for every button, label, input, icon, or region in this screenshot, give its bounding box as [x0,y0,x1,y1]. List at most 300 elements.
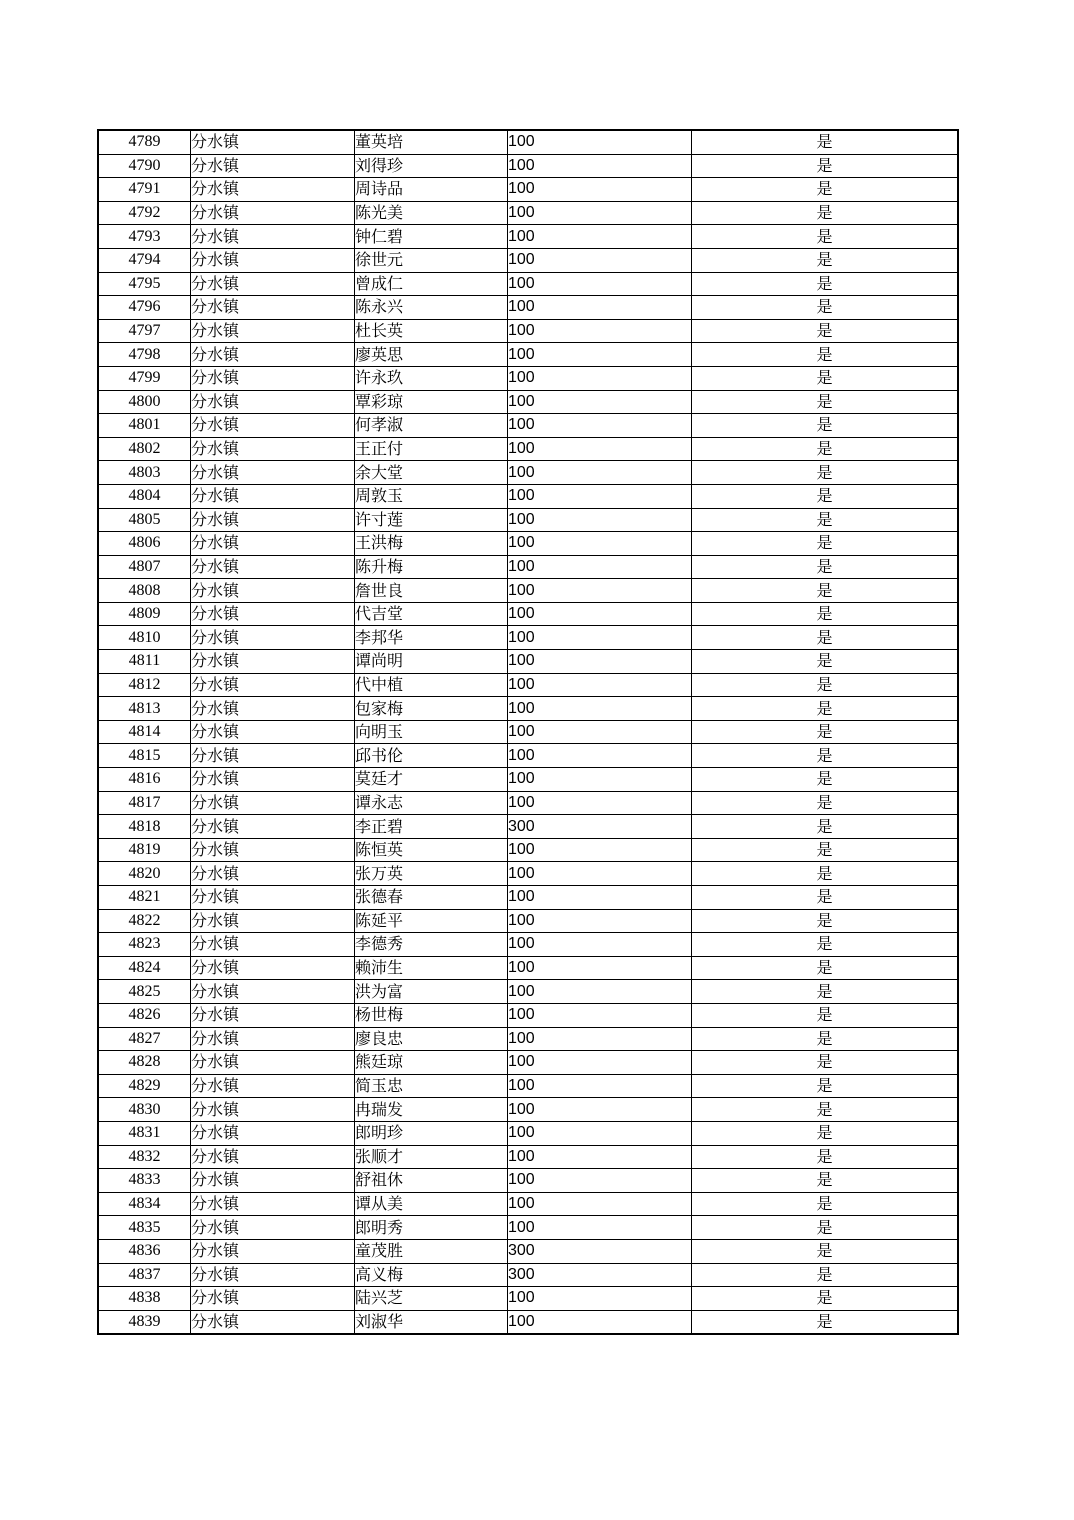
amount-cell: 100 [508,768,692,792]
status-cell: 是 [692,508,959,532]
person-name-cell: 赖沛生 [355,956,508,980]
row-number-cell: 4813 [98,697,191,721]
town-cell: 分水镇 [191,886,355,910]
status-cell: 是 [692,579,959,603]
amount-cell: 100 [508,650,692,674]
person-name-cell: 李邦华 [355,626,508,650]
person-name-cell: 包家梅 [355,697,508,721]
person-name-cell: 许永玖 [355,366,508,390]
person-name-cell: 邱书伦 [355,744,508,768]
status-cell: 是 [692,1003,959,1027]
row-number-cell: 4830 [98,1098,191,1122]
town-cell: 分水镇 [191,720,355,744]
amount-cell: 100 [508,673,692,697]
status-cell: 是 [692,697,959,721]
status-cell: 是 [692,319,959,343]
amount-cell: 100 [508,296,692,320]
amount-cell: 100 [508,555,692,579]
town-cell: 分水镇 [191,154,355,178]
table-row [98,697,958,721]
table-row [98,838,958,862]
row-number-cell: 4807 [98,555,191,579]
person-name-cell: 童茂胜 [355,1239,508,1263]
person-name-cell: 莫廷才 [355,768,508,792]
amount-cell: 100 [508,1121,692,1145]
town-cell: 分水镇 [191,1051,355,1075]
town-cell: 分水镇 [191,626,355,650]
status-cell: 是 [692,1192,959,1216]
table-row [98,1098,958,1122]
person-name-cell: 陈升梅 [355,555,508,579]
amount-cell: 100 [508,697,692,721]
table-row [98,1287,958,1311]
row-number-cell: 4809 [98,602,191,626]
amount-cell: 100 [508,437,692,461]
status-cell: 是 [692,201,959,225]
person-name-cell: 陈光美 [355,201,508,225]
row-number-cell: 4829 [98,1074,191,1098]
town-cell: 分水镇 [191,1145,355,1169]
amount-cell: 100 [508,225,692,249]
status-cell: 是 [692,838,959,862]
row-number-cell: 4819 [98,838,191,862]
row-number-cell: 4811 [98,650,191,674]
table-row [98,1239,958,1263]
town-cell: 分水镇 [191,815,355,839]
status-cell: 是 [692,484,959,508]
row-number-cell: 4798 [98,343,191,367]
status-cell: 是 [692,296,959,320]
table-row [98,673,958,697]
status-cell: 是 [692,390,959,414]
status-cell: 是 [692,744,959,768]
person-name-cell: 陆兴芝 [355,1287,508,1311]
town-cell: 分水镇 [191,862,355,886]
town-cell: 分水镇 [191,1098,355,1122]
person-name-cell: 廖良忠 [355,1027,508,1051]
row-number-cell: 4806 [98,532,191,556]
table-row [98,414,958,438]
amount-cell: 100 [508,508,692,532]
row-number-cell: 4837 [98,1263,191,1287]
row-number-cell: 4828 [98,1051,191,1075]
status-cell: 是 [692,1216,959,1240]
table-row [98,154,958,178]
table-row [98,1192,958,1216]
row-number-cell: 4791 [98,178,191,202]
town-cell: 分水镇 [191,791,355,815]
table-row [98,886,958,910]
status-cell: 是 [692,1287,959,1311]
amount-cell: 100 [508,909,692,933]
amount-cell: 100 [508,366,692,390]
town-cell: 分水镇 [191,1192,355,1216]
person-name-cell: 张顺才 [355,1145,508,1169]
town-cell: 分水镇 [191,414,355,438]
amount-cell: 100 [508,178,692,202]
amount-cell: 100 [508,1098,692,1122]
person-name-cell: 高义梅 [355,1263,508,1287]
status-cell: 是 [692,248,959,272]
table-row [98,484,958,508]
town-cell: 分水镇 [191,768,355,792]
amount-cell: 100 [508,319,692,343]
status-cell: 是 [692,130,959,154]
town-cell: 分水镇 [191,650,355,674]
status-cell: 是 [692,366,959,390]
row-number-cell: 4801 [98,414,191,438]
person-name-cell: 代中植 [355,673,508,697]
table-row [98,508,958,532]
row-number-cell: 4820 [98,862,191,886]
status-cell: 是 [692,673,959,697]
amount-cell: 100 [508,720,692,744]
table-row [98,1051,958,1075]
table-row [98,1216,958,1240]
amount-cell: 100 [508,1003,692,1027]
row-number-cell: 4803 [98,461,191,485]
status-cell: 是 [692,650,959,674]
person-name-cell: 廖英思 [355,343,508,367]
table-row [98,130,958,154]
town-cell: 分水镇 [191,1121,355,1145]
status-cell: 是 [692,768,959,792]
status-cell: 是 [692,461,959,485]
person-name-cell: 周诗品 [355,178,508,202]
person-name-cell: 冉瑞发 [355,1098,508,1122]
town-cell: 分水镇 [191,461,355,485]
row-number-cell: 4789 [98,130,191,154]
amount-cell: 100 [508,1027,692,1051]
amount-cell: 100 [508,1145,692,1169]
row-number-cell: 4839 [98,1310,191,1334]
table-row [98,201,958,225]
amount-cell: 100 [508,484,692,508]
row-number-cell: 4821 [98,886,191,910]
town-cell: 分水镇 [191,343,355,367]
town-cell: 分水镇 [191,390,355,414]
row-number-cell: 4833 [98,1169,191,1193]
person-name-cell: 李正碧 [355,815,508,839]
status-cell: 是 [692,862,959,886]
row-number-cell: 4838 [98,1287,191,1311]
town-cell: 分水镇 [191,178,355,202]
table-row [98,225,958,249]
town-cell: 分水镇 [191,933,355,957]
table-row [98,1169,958,1193]
amount-cell: 100 [508,1051,692,1075]
row-number-cell: 4799 [98,366,191,390]
row-number-cell: 4805 [98,508,191,532]
row-number-cell: 4825 [98,980,191,1004]
table-row [98,1145,958,1169]
person-name-cell: 代吉堂 [355,602,508,626]
table-row [98,720,958,744]
person-name-cell: 杨世梅 [355,1003,508,1027]
table-row [98,319,958,343]
amount-cell: 100 [508,154,692,178]
status-cell: 是 [692,272,959,296]
person-name-cell: 詹世良 [355,579,508,603]
table-row [98,555,958,579]
row-number-cell: 4835 [98,1216,191,1240]
town-cell: 分水镇 [191,838,355,862]
amount-cell: 100 [508,1074,692,1098]
person-name-cell: 曾成仁 [355,272,508,296]
amount-cell: 100 [508,1216,692,1240]
town-cell: 分水镇 [191,532,355,556]
status-cell: 是 [692,532,959,556]
town-cell: 分水镇 [191,697,355,721]
town-cell: 分水镇 [191,1003,355,1027]
status-cell: 是 [692,1263,959,1287]
amount-cell: 100 [508,933,692,957]
person-name-cell: 谭尚明 [355,650,508,674]
town-cell: 分水镇 [191,555,355,579]
town-cell: 分水镇 [191,579,355,603]
town-cell: 分水镇 [191,130,355,154]
town-cell: 分水镇 [191,1263,355,1287]
table-row [98,178,958,202]
town-cell: 分水镇 [191,1074,355,1098]
amount-cell: 100 [508,1169,692,1193]
town-cell: 分水镇 [191,201,355,225]
table-row [98,1027,958,1051]
person-name-cell: 陈延平 [355,909,508,933]
person-name-cell: 陈恒英 [355,838,508,862]
table-row [98,815,958,839]
table-row [98,579,958,603]
row-number-cell: 4834 [98,1192,191,1216]
town-cell: 分水镇 [191,1027,355,1051]
table-row [98,1310,958,1334]
amount-cell: 100 [508,390,692,414]
row-number-cell: 4816 [98,768,191,792]
person-name-cell: 张德春 [355,886,508,910]
person-name-cell: 许寸莲 [355,508,508,532]
amount-cell: 100 [508,1287,692,1311]
amount-cell: 300 [508,1263,692,1287]
table-row [98,1121,958,1145]
row-number-cell: 4832 [98,1145,191,1169]
person-name-cell: 王正付 [355,437,508,461]
row-number-cell: 4802 [98,437,191,461]
town-cell: 分水镇 [191,437,355,461]
status-cell: 是 [692,1027,959,1051]
person-name-cell: 谭永志 [355,791,508,815]
person-name-cell: 钟仁碧 [355,225,508,249]
table-row [98,602,958,626]
table-row [98,1074,958,1098]
amount-cell: 100 [508,791,692,815]
table-row [98,980,958,1004]
status-cell: 是 [692,1310,959,1334]
row-number-cell: 4822 [98,909,191,933]
amount-cell: 100 [508,744,692,768]
town-cell: 分水镇 [191,248,355,272]
table-row [98,366,958,390]
person-name-cell: 陈永兴 [355,296,508,320]
table-row [98,1263,958,1287]
amount-cell: 100 [508,343,692,367]
status-cell: 是 [692,1239,959,1263]
amount-cell: 100 [508,201,692,225]
person-name-cell: 杜长英 [355,319,508,343]
status-cell: 是 [692,555,959,579]
status-cell: 是 [692,980,959,1004]
town-cell: 分水镇 [191,980,355,1004]
status-cell: 是 [692,1169,959,1193]
table-row [98,296,958,320]
data-table [97,129,959,1335]
table-row [98,343,958,367]
person-name-cell: 余大堂 [355,461,508,485]
table-row [98,248,958,272]
town-cell: 分水镇 [191,508,355,532]
amount-cell: 100 [508,272,692,296]
amount-cell: 100 [508,838,692,862]
town-cell: 分水镇 [191,225,355,249]
status-cell: 是 [692,178,959,202]
row-number-cell: 4812 [98,673,191,697]
amount-cell: 300 [508,1239,692,1263]
table-row [98,768,958,792]
status-cell: 是 [692,1051,959,1075]
status-cell: 是 [692,437,959,461]
row-number-cell: 4795 [98,272,191,296]
town-cell: 分水镇 [191,956,355,980]
row-number-cell: 4836 [98,1239,191,1263]
town-cell: 分水镇 [191,602,355,626]
town-cell: 分水镇 [191,1216,355,1240]
town-cell: 分水镇 [191,1239,355,1263]
status-cell: 是 [692,933,959,957]
status-cell: 是 [692,1145,959,1169]
table-row [98,909,958,933]
amount-cell: 100 [508,1310,692,1334]
table-row [98,650,958,674]
amount-cell: 100 [508,602,692,626]
row-number-cell: 4815 [98,744,191,768]
status-cell: 是 [692,414,959,438]
status-cell: 是 [692,225,959,249]
amount-cell: 100 [508,248,692,272]
town-cell: 分水镇 [191,484,355,508]
person-name-cell: 郎明珍 [355,1121,508,1145]
row-number-cell: 4814 [98,720,191,744]
town-cell: 分水镇 [191,673,355,697]
status-cell: 是 [692,1074,959,1098]
person-name-cell: 谭从美 [355,1192,508,1216]
amount-cell: 100 [508,980,692,1004]
row-number-cell: 4796 [98,296,191,320]
row-number-cell: 4817 [98,791,191,815]
person-name-cell: 简玉忠 [355,1074,508,1098]
row-number-cell: 4793 [98,225,191,249]
person-name-cell: 何孝淑 [355,414,508,438]
person-name-cell: 周敦玉 [355,484,508,508]
amount-cell: 100 [508,414,692,438]
status-cell: 是 [692,343,959,367]
row-number-cell: 4831 [98,1121,191,1145]
town-cell: 分水镇 [191,1310,355,1334]
person-name-cell: 刘淑华 [355,1310,508,1334]
amount-cell: 100 [508,130,692,154]
row-number-cell: 4810 [98,626,191,650]
table-body [98,130,958,1334]
status-cell: 是 [692,1098,959,1122]
amount-cell: 100 [508,862,692,886]
town-cell: 分水镇 [191,744,355,768]
table-row [98,933,958,957]
amount-cell: 100 [508,532,692,556]
status-cell: 是 [692,154,959,178]
amount-cell: 100 [508,461,692,485]
town-cell: 分水镇 [191,909,355,933]
person-name-cell: 向明玉 [355,720,508,744]
town-cell: 分水镇 [191,1287,355,1311]
status-cell: 是 [692,1121,959,1145]
row-number-cell: 4808 [98,579,191,603]
table-row [98,272,958,296]
person-name-cell: 郎明秀 [355,1216,508,1240]
person-name-cell: 徐世元 [355,248,508,272]
town-cell: 分水镇 [191,319,355,343]
table-row [98,626,958,650]
row-number-cell: 4792 [98,201,191,225]
table-row [98,956,958,980]
amount-cell: 100 [508,579,692,603]
town-cell: 分水镇 [191,1169,355,1193]
status-cell: 是 [692,626,959,650]
person-name-cell: 董英培 [355,130,508,154]
person-name-cell: 覃彩琼 [355,390,508,414]
table-row [98,744,958,768]
table-row [98,390,958,414]
person-name-cell: 张万英 [355,862,508,886]
row-number-cell: 4797 [98,319,191,343]
amount-cell: 100 [508,626,692,650]
table-row [98,437,958,461]
row-number-cell: 4818 [98,815,191,839]
status-cell: 是 [692,956,959,980]
table-row [98,532,958,556]
amount-cell: 100 [508,956,692,980]
row-number-cell: 4827 [98,1027,191,1051]
town-cell: 分水镇 [191,272,355,296]
town-cell: 分水镇 [191,366,355,390]
table-row [98,461,958,485]
row-number-cell: 4823 [98,933,191,957]
person-name-cell: 舒祖休 [355,1169,508,1193]
row-number-cell: 4800 [98,390,191,414]
status-cell: 是 [692,909,959,933]
row-number-cell: 4794 [98,248,191,272]
status-cell: 是 [692,720,959,744]
table-row [98,862,958,886]
person-name-cell: 熊廷琼 [355,1051,508,1075]
amount-cell: 300 [508,815,692,839]
status-cell: 是 [692,791,959,815]
person-name-cell: 刘得珍 [355,154,508,178]
status-cell: 是 [692,815,959,839]
town-cell: 分水镇 [191,296,355,320]
status-cell: 是 [692,602,959,626]
person-name-cell: 李德秀 [355,933,508,957]
row-number-cell: 4804 [98,484,191,508]
person-name-cell: 王洪梅 [355,532,508,556]
table-row [98,791,958,815]
